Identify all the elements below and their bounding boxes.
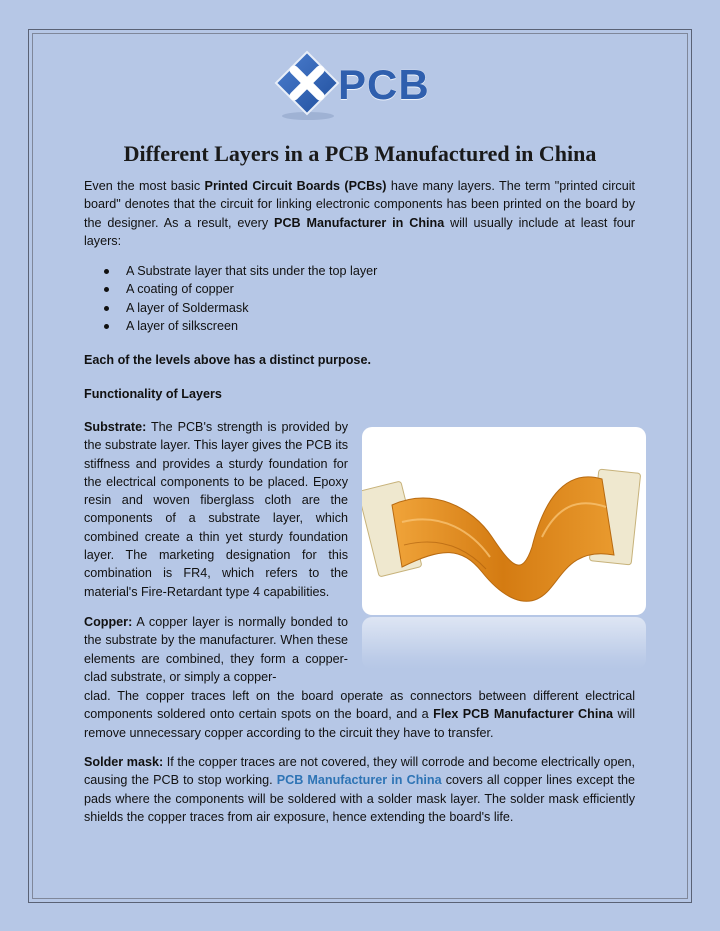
substrate-label: Substrate: <box>84 420 147 434</box>
substrate-paragraph <box>84 418 348 601</box>
copper-paragraph-full <box>84 687 635 742</box>
functionality-heading <box>84 385 635 403</box>
list-item: A Substrate layer that sits under the top layer <box>84 262 377 280</box>
functionality-heading-text: Functionality of Layers <box>84 387 222 401</box>
flex-pcb-photo <box>362 427 646 615</box>
logo-text: PCB <box>338 61 430 108</box>
copper-text-2: will remove unnecessary copper according to the circuit they have to transfer. <box>84 707 635 740</box>
purpose-statement <box>84 351 635 369</box>
copper-side-text: A copper layer is normally bonded to the substrate by the manufacturer. When these elements are combined, they form a copper-clad substrate, or simply a copper- <box>84 615 348 684</box>
photo-reflection <box>362 617 646 669</box>
intro-paragraph <box>84 177 635 250</box>
purpose-text: Each of the levels above has a distinct purpose. <box>84 353 371 367</box>
solder-text-1: If the copper traces are not covered, they will corrode and become electrically open, causing the PCB to stop working. <box>84 755 636 788</box>
copper-text-1: clad. The copper traces left on the board operate as connectors between different electrical components soldered onto certain spots on the board, and a <box>84 689 635 722</box>
intro-text-3: will usually include at least four layers: <box>84 215 635 248</box>
solder-mask-paragraph <box>84 753 635 826</box>
intro-bold-manufacturer: PCB Manufacturer in China <box>274 215 445 230</box>
copper-paragraph-side <box>84 613 348 686</box>
copper-label: Copper: <box>84 615 133 629</box>
solder-label: Solder mask: <box>84 755 164 769</box>
flex-pcb-image <box>362 427 646 615</box>
substrate-text: The PCB's strength is provided by the substrate layer. This layer gives the PCB its stiffness and provides a sturdy foundation for the electrical components to be placed. Epoxy resin and woven fiberglass cloth are the components of a substrate layer, which combined create a thin yet sturdy foundation layer. The marketing designation for this combination is FR4, which refers to the material's Fire-Retardant type 4 capabilities. <box>84 420 348 599</box>
list-item: A layer of Soldermask <box>84 299 377 317</box>
pcb-manufacturer-link[interactable]: PCB Manufacturer in China <box>276 773 442 788</box>
x-diamond-logo-icon <box>272 48 342 122</box>
xpcb-logo <box>272 48 434 122</box>
copper-bold-flex: Flex PCB Manufacturer China <box>433 707 614 722</box>
intro-bold-pcbs: Printed Circuit Boards (PCBs) <box>204 179 387 193</box>
list-item: A coating of copper <box>84 280 377 298</box>
layers-list <box>84 262 377 335</box>
list-item: A layer of silkscreen <box>84 317 377 335</box>
intro-text-1: Even the most basic <box>84 179 205 193</box>
page-title: Different Layers in a PCB Manufactured in China <box>123 141 597 166</box>
intro-text-2: have many layers. The term "printed circuit board" denotes that the circuit for linking electronic components has been printed on the board by the designer. As a result, every <box>84 179 636 230</box>
solder-text-2: covers all copper lines except the pads where the components will be soldered with a solder mask layer. The solder mask efficiently shields the copper traces from air exposure, hence extending the board's life. <box>84 773 635 824</box>
